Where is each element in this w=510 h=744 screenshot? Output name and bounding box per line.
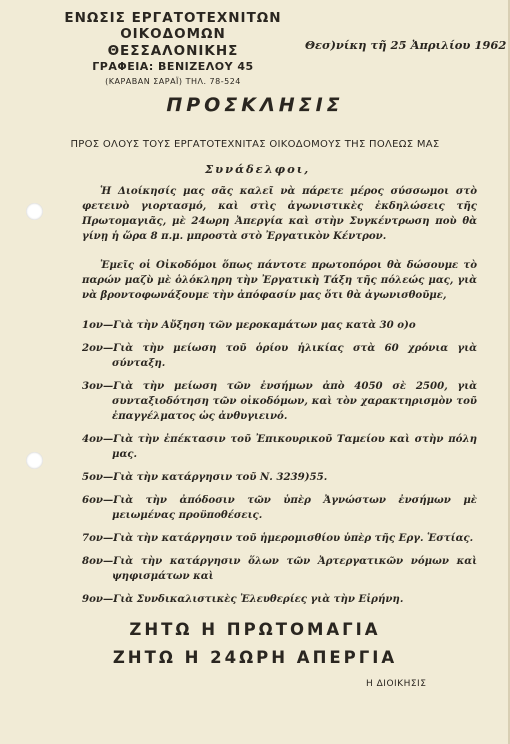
demand-text: 2ον—Γιὰ τὴν μείωση τοῦ ὁρίου ἡλικίας στὰ 60 χρόνια γιὰ σύνταξη.	[82, 342, 477, 369]
demand-item	[82, 379, 477, 424]
document-title: ΠΡΟΣΚΛΗΣΙΣ	[166, 94, 344, 116]
demand-item	[82, 554, 477, 584]
demand-text: 4ον—Γιὰ τὴν ἐπέκτασιν τοῦ Ἐπικουρικοῦ Ταμείου καὶ στὴν πόλη μας.	[82, 433, 477, 460]
organization-letterhead	[58, 10, 288, 87]
demand-item	[82, 432, 477, 462]
punch-hole	[26, 203, 43, 220]
demand-item	[82, 318, 477, 333]
demand-item	[82, 341, 477, 371]
demand-text: 9ον—Γιὰ Συνδικαλιστικὲς Ἐλευθερίες γιὰ τὴν Εἰρήνη.	[82, 593, 404, 605]
demands-list	[82, 318, 477, 615]
org-address: ΓΡΑΦΕΙΑ: ΒΕΝΙΖΕΛΟΥ 45	[92, 60, 254, 74]
greeting: Συνάδελφοι,	[205, 162, 311, 176]
body-paragraph: Ἐμεῖς οἱ Οἰκοδόμοι ὅπως πάντοτε πρωτοπόροι θὰ δώσουμε τὸ παρών μαζὺ μὲ ὁλόκληρη τὴν Ἐργατικὴ Τάξη τῆς πόλεώς μας, γιὰ νὰ βροντοφωνάξουμε τὴν ἀπόφασίν μας ὅτι θὰ ἀγωνισθοῦμε,	[82, 259, 477, 301]
slogan-strike: ΖΗΤΩ Η 24ΩΡΗ ΑΠΕΡΓΙΑ	[112, 648, 398, 667]
org-phone: (ΚΑΡΑΒΑΝ ΣΑΡΑΪ) ΤΗΛ. 78-524	[105, 76, 241, 86]
demand-item	[82, 592, 477, 607]
document-date: Θεσ)νίκη τῆ 25 Ἀπριλίου 1962	[305, 38, 507, 52]
addressee-line: ΠΡΟΣ ΟΛΟΥΣ ΤΟΥΣ ΕΡΓΑΤΟΤΕΧΝΙΤΑΣ ΟΙΚΟΔΟΜΟΥΣ ΤΗΣ ΠΟΛΕΩΣ ΜΑΣ	[70, 139, 440, 150]
demand-text: 8ον—Γιὰ τὴν κατάργησιν ὅλων τῶν Ἀρτεργατικῶν νόμων καὶ ψηφισμάτων καὶ	[82, 555, 477, 582]
demand-text: 1ον—Γιὰ τὴν Αὔξηση τῶν μεροκαμάτων μας κατὰ 30 ο)ο	[82, 319, 416, 331]
demand-text: 6ον—Γιὰ τὴν ἀπόδοσιν τῶν ὑπὲρ Ἀγνώστων ἐνσήμων μὲ μειωμένας προϋποθέσεις.	[82, 494, 477, 521]
demand-item	[82, 470, 477, 485]
org-name-line-1: ΕΝΩΣΙΣ ΕΡΓΑΤΟΤΕΧΝΙΤΩΝ	[64, 10, 282, 26]
demand-item	[82, 531, 477, 546]
signature: Η ΔΙΟΙΚΗΣΙΣ	[366, 679, 427, 689]
org-name-line-2: ΟΙΚΟΔΟΜΩΝ ΘΕΣΣΑΛΟΝΙΚΗΣ	[107, 26, 239, 59]
punch-hole	[26, 452, 43, 469]
demand-item	[82, 493, 477, 523]
demand-text: 5ον—Γιὰ τὴν κατάργησιν τοῦ Ν. 3239)55.	[82, 471, 328, 483]
body-paragraph: Ἡ Διοίκησίς μας σᾶς καλεῖ νὰ πάρετε μέρος σύσσωμοι στὸ φετεινὸ γιορτασμό, καὶ στὶς ἀγωνιστικὲς ἐκδηλώσεις τῆς Πρωτομαγιᾶς, μὲ 24ωρη Ἀπεργία καὶ στὴν Συγκέντρωση ποὺ θὰ γίνῃ ἡ ὥρα 8 π.μ. μπροστὰ στὸ Ἐργατικὸν Κέντρον.	[82, 185, 477, 242]
slogan-may-day: ΖΗΤΩ Η ΠΡΩΤΟΜΑΓΙΑ	[129, 620, 381, 639]
demand-text: 3ον—Γιὰ τὴν μείωση τῶν ἐνσήμων ἀπὸ 4050 σὲ 2500, γιὰ συνταξιοδότηση τῶν οἰκοδόμων, καὶ τὸν χαρακτηρισμὸν τοῦ ἐπαγγέλματος ὡς ἀνθυγιεινό.	[82, 380, 477, 422]
demand-text: 7ον—Γιὰ τὴν κατάργησιν τοῦ ἡμερομισθίου ὑπὲρ τῆς Εργ. Ἑστίας.	[82, 532, 474, 544]
